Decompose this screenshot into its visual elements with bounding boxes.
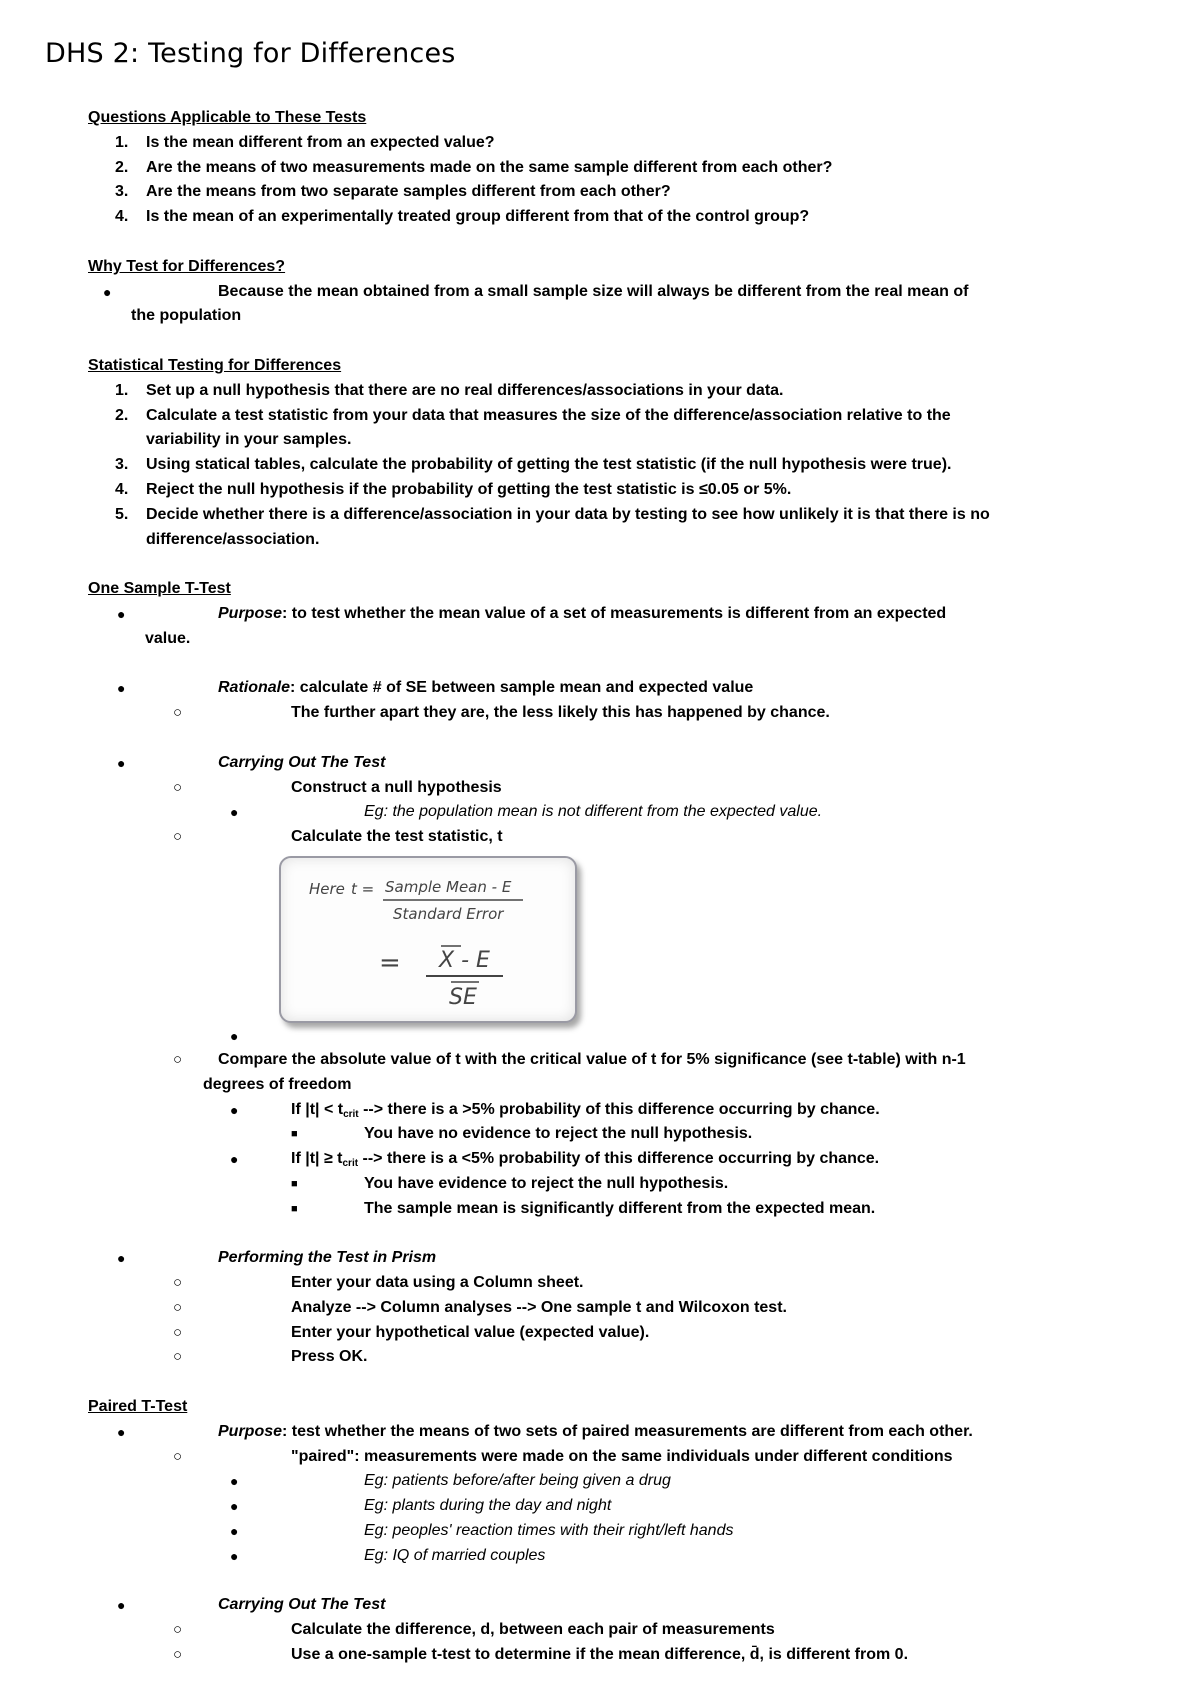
formula-equals: = (379, 948, 401, 978)
list-item: ● If $|t| \ge t_{crit}$ --> there is a <5% probability of this difference occurring by chance. (0, 1147, 1200, 1172)
bullet-icon: ● (230, 1101, 239, 1118)
circle-bullet-icon: ○ (173, 1447, 183, 1465)
circle-bullet-icon: ○ (173, 1348, 183, 1366)
page-title: DHS 2: Testing for Differences (45, 38, 456, 69)
circle-bullet-icon: ○ (173, 1646, 183, 1664)
list-item: ■ You have evidence to reject the null hypothesis. (0, 1172, 1200, 1197)
list-item: 3. Using statical tables, calculate the probability of getting the test statistic (if the null hypothesis were true). (115, 456, 952, 474)
list-item: ○ "paired": measurements were made on the same individuals under different conditions (0, 1445, 1200, 1470)
list-item: ○ Calculate the test statistic, t (0, 825, 1200, 850)
bullet-icon: ● (230, 1523, 239, 1540)
list-item: ● Eg: plants during the day and night (0, 1494, 1200, 1519)
list-item: ● Because the mean obtained from a small sample size will always be different from the real mean of (0, 280, 1200, 305)
list-item: 1. Set up a null hypothesis that there are no real differences/associations in your data. (115, 381, 784, 399)
list-item: ■ The sample mean is significantly different from the expected mean. (0, 1197, 1200, 1222)
list-item: 5. Decide whether there is a difference/association in your data by testing to see how unlikely it is that there is no (115, 505, 990, 523)
circle-bullet-icon: ○ (173, 1323, 183, 1341)
circle-bullet-icon: ○ (173, 1621, 183, 1639)
bullet-icon: ● (230, 1151, 239, 1168)
list-item: ● Eg: the population mean is not different from the expected value. (0, 800, 1200, 825)
list-item: ○ Construct a null hypothesis (0, 776, 1200, 801)
statistical-heading: Statistical Testing for Differences (88, 356, 342, 374)
formula-denominator: Standard Error (393, 905, 504, 923)
list-item: ○ Analyze --> Column analyses --> One sample t and Wilcoxon test. (0, 1296, 1200, 1321)
circle-bullet-icon: ○ (173, 1298, 183, 1316)
list-item: ■ You have no evidence to reject the null hypothesis. (0, 1122, 1200, 1147)
why-heading: Why Test for Differences? (88, 257, 286, 275)
list-item: 2. Calculate a test statistic from your data that measures the size of the difference/association relative to the (115, 406, 951, 424)
bullet-icon: ● (117, 1250, 126, 1267)
list-item: 1. Is the mean different from an expected value? (115, 133, 495, 151)
list-item: ● Eg: peoples' reaction times with their right/left hands (0, 1519, 1200, 1544)
square-bullet-icon: ■ (291, 1177, 298, 1190)
bullet-icon: ● (230, 804, 239, 821)
list-item: 3. Are the means from two separate samples different from each other? (115, 183, 671, 201)
bullet-icon: ● (230, 1498, 239, 1515)
formula-t-equals: t = (351, 880, 375, 898)
list-item: ○ Compare the absolute value of t with the critical value of t for 5% significance (see t-table) with n-1 (0, 1048, 1200, 1073)
formula-numerator-2: X - E (439, 948, 490, 973)
list-item: ○ Enter your hypothetical value (expected value). (0, 1321, 1200, 1346)
questions-heading: Questions Applicable to These Tests (88, 109, 367, 126)
list-item: ● Performing the Test in Prism (0, 1246, 1200, 1271)
square-bullet-icon: ■ (291, 1128, 298, 1141)
list-item: ● If $|t| < t_{crit}$ --> there is a >5% probability of this difference occurring by chance. (0, 1098, 1200, 1123)
t-statistic-formula-image (279, 856, 577, 1023)
list-item: ● Eg: patients before/after being given a drug (0, 1469, 1200, 1494)
formula-denominator-2: SE (449, 985, 477, 1010)
one-sample-heading: One Sample T-Test (88, 580, 231, 598)
paired-heading: Paired T-Test (88, 1398, 188, 1416)
circle-bullet-icon: ○ (173, 828, 183, 846)
formula-here-label: Here (309, 880, 345, 898)
bullet-icon: ● (117, 754, 126, 771)
circle-bullet-icon: ○ (173, 1274, 183, 1292)
bullet-icon: ● (117, 1597, 126, 1614)
bullet-icon: ● (230, 1547, 239, 1564)
bullet-icon: ● (230, 1027, 239, 1044)
document-body: Questions Applicable to These Tests 1. Is the mean different from an expected value? 2. Are the means of two measurements made on the same sample different from each other? 3. Are the means from two separate samples different from each other? 4. Is the mean of an experimentally treated group different from that of the control group? Why Test for Differences? ● Because the mean obtained from a small sample size will always be different from the real mean of the population Statistical Testing for Differences 1. Set up a null hypothesis that there are no real differences/associations in your data. 2. Calculate a test statistic from your data that measures the size of the difference/association relative to the variability in your samples. 3. Using statical tables, calculate the probability of getting the test statistic (if the null hypothesis were true). 4. Reject the null hypothesis if the probability of getting the test statistic is ≤0.05 or 5%. 5. Decide whether there is a difference/association in your data by testing to see how unlikely it is that there is no difference/association. One Sample T-Test ● Purpose: to test whether the mean value of a set of measurements is different from an expected value. ● Rationale: calculate # of SE between sample mean and expected value ○ The further apart they are, the less likely this has happened by chance. ● Carrying Out The Test ○ Construct a null hypothesis ● Eg: the population mean is not different from the expected value. ○ Calculate the test statistic, t ● ○ Compare the absolute value of t with the critical value of t for 5% significance (see t-table) with n-1 degrees of freedom ● If $|t| < t_{crit}$ --> there is a >5% probability of this difference occurring by chance. ■ You have no evidence to reject the null hypothesis. ● If $|t| \ge t_{crit}$ --> there is a <5% probability of this difference occurring by chance. ■ You have evidence to reject the null hypothesis. ■ The sample mean is significantly different from the expected mean. ● Performing the Test in Prism ○ Enter your data using a Column sheet. ○ Analyze --> Column analyses --> One sample t and Wilcoxon test. ○ Enter your hypothetical value (expected value). ○ Press OK. Paired T-Test ● Purpose: test whether the means of two sets of paired measurements are different from each other. ○ "paired": measurements were made on the same individuals under different conditions ● Eg: patients before/after being given a drug ● Eg: plants during the day and night ● Eg: peoples' reaction times with their right/left hands ● Eg: IQ of married couples ● Carrying Out The Test ○ Calculate the difference, d, between each pair of measurements ○ Use a one-sample t-test to determine if the mean difference, d̄, is different from 0. (0, 106, 1200, 1668)
list-item: 2. Are the means of two measurements made on the same sample different from each other? (115, 158, 833, 176)
list-item: ○ The further apart they are, the less likely this has happened by chance. (0, 701, 1200, 726)
list-item: 4. Is the mean of an experimentally treated group different from that of the control group? (115, 208, 810, 226)
bullet-icon: ● (117, 680, 126, 697)
list-item: ● Carrying Out The Test (0, 751, 1200, 776)
list-item (0, 1024, 1200, 1048)
list-item: ● Eg: IQ of married couples (0, 1544, 1200, 1569)
bullet-icon: ● (117, 1423, 126, 1440)
circle-bullet-icon: ○ (173, 778, 183, 796)
list-item: ● Carrying Out The Test (0, 1593, 1200, 1618)
list-item: ○ Press OK. (0, 1345, 1200, 1370)
list-item: ● Purpose: test whether the means of two sets of paired measurements are different from each other. (0, 1420, 1200, 1445)
circle-bullet-icon: ○ (173, 704, 183, 722)
list-item: ○ Use a one-sample t-test to determine if the mean difference, d̄, is different from 0. (0, 1643, 1200, 1668)
bullet-icon: ● (117, 605, 126, 622)
list-item: ○ Calculate the difference, d, between each pair of measurements (0, 1618, 1200, 1643)
bullet-icon: ● (230, 1473, 239, 1490)
square-bullet-icon: ■ (291, 1202, 298, 1215)
list-item: 4. Reject the null hypothesis if the probability of getting the test statistic is ≤0.05 or 5%. (115, 480, 792, 498)
formula-numerator: Sample Mean - E (385, 878, 512, 896)
list-item: ○ Enter your data using a Column sheet. (0, 1271, 1200, 1296)
circle-bullet-icon: ○ (173, 1050, 183, 1068)
list-item: ● Rationale: calculate # of SE between sample mean and expected value (0, 676, 1200, 701)
bullet-icon: ● (103, 283, 112, 300)
list-item: ● Purpose: to test whether the mean value of a set of measurements is different from an expected (0, 602, 1200, 627)
